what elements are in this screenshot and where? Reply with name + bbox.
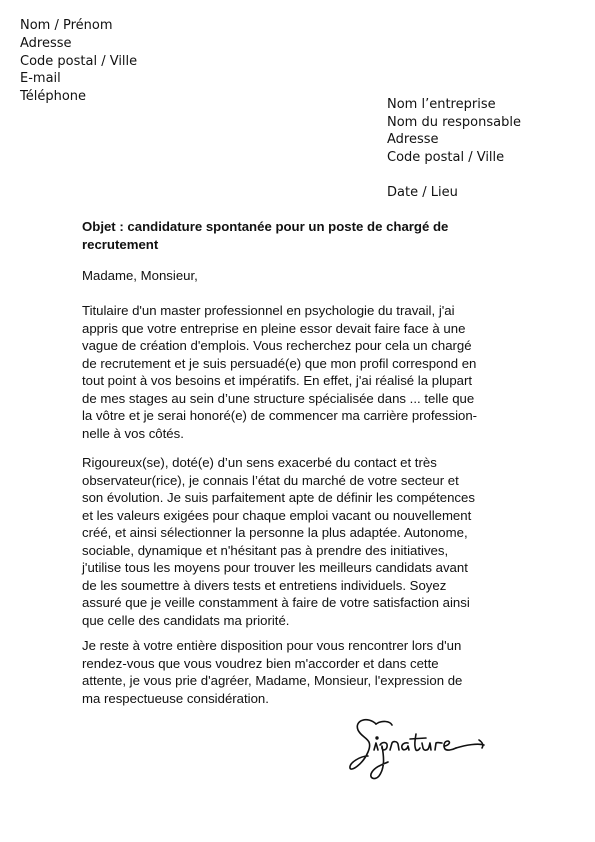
- paragraph-line: la vôtre et je serai honoré(e) de commencer ma carrière profession-: [82, 408, 478, 423]
- paragraph-line: rendez-vous que vous voudrez bien m'accorder et dans cette: [82, 655, 439, 671]
- paragraph-line: assuré que je veille constamment à faire de votre satisfaction ainsi: [82, 595, 470, 610]
- sender-block: [20, 17, 137, 106]
- sender-email: E-mail: [20, 71, 61, 87]
- recipient-company: Nom l’entreprise: [387, 97, 496, 112]
- paragraph-line: observateur(rice), je connais l’état du marché de votre secteur et: [82, 472, 459, 488]
- paragraph-line: sociable, dynamique et n'hésitant pas à prendre des initiatives,: [82, 542, 449, 558]
- body-paragraph-3: [82, 637, 522, 707]
- letter-greeting: Madame, Monsieur,: [82, 268, 198, 283]
- paragraph-line: nelle à vos côtés.: [82, 425, 184, 441]
- paragraph-line: de recrutement et je suis persuadé(e) que mon profil correspond en: [82, 355, 477, 371]
- paragraph-line: créé, et ainsi sélectionner la personne la plus adaptée. Autonome,: [82, 525, 468, 540]
- handwritten-signature: [346, 712, 496, 782]
- recipient-manager: Nom du responsable: [387, 114, 521, 130]
- paragraph-line: que celle des candidats ma priorité.: [82, 612, 290, 628]
- recipient-postal-city: Code postal / Ville: [387, 149, 505, 165]
- sender-phone: Téléphone: [20, 89, 87, 105]
- date-place: Date / Lieu: [387, 185, 458, 200]
- letter-subject: Objet : candidature spontanée pour un poste de chargé de recrutement: [82, 219, 449, 252]
- paragraph-line: ma respectueuse considération.: [82, 690, 269, 706]
- recipient-address: Adresse: [387, 132, 439, 148]
- paragraph-line: et les valeurs exigées pour chaque emploi vacant ou nouvellement: [82, 507, 472, 523]
- paragraph-line: Je reste à votre entière disposition pour vous rencontrer lors d'un: [82, 638, 462, 653]
- paragraph-line: j'utilise tous les moyens pour trouver les meilleurs candidats avant: [82, 560, 468, 575]
- sender-address: Adresse: [20, 35, 72, 51]
- paragraph-line: son évolution. Je suis parfaitement apte de définir les compétences: [82, 490, 475, 505]
- paragraph-line: attente, je vous prie d'agréer, Madame, Monsieur, l'expression de: [82, 673, 463, 688]
- paragraph-line: vague de création d'emplois. Vous recherchez pour cela un chargé: [82, 338, 472, 353]
- paragraph-line: de les soumettre à divers tests et entretiens individuels. Soyez: [82, 577, 447, 593]
- body-paragraph-2: [82, 454, 522, 629]
- recipient-block: [387, 96, 521, 166]
- paragraph-line: de mes stages au sein d’une structure spécialisée dans ... telle que: [82, 390, 475, 406]
- paragraph-line: Rigoureux(se), doté(e) d’un sens exacerbé du contact et très: [82, 455, 437, 470]
- body-paragraph-1: [82, 302, 522, 442]
- sender-name: Nom / Prénom: [20, 18, 113, 33]
- paragraph-line: appris que votre entreprise en pleine essor devait faire face à une: [82, 320, 466, 336]
- paragraph-line: Titulaire d'un master professionnel en psychologie du travail, j'ai: [82, 303, 455, 318]
- sender-postal-city: Code postal / Ville: [20, 53, 138, 69]
- paragraph-line: tout point à vos besoins et impératifs. En effet, j'ai réalisé la plupart: [82, 373, 473, 388]
